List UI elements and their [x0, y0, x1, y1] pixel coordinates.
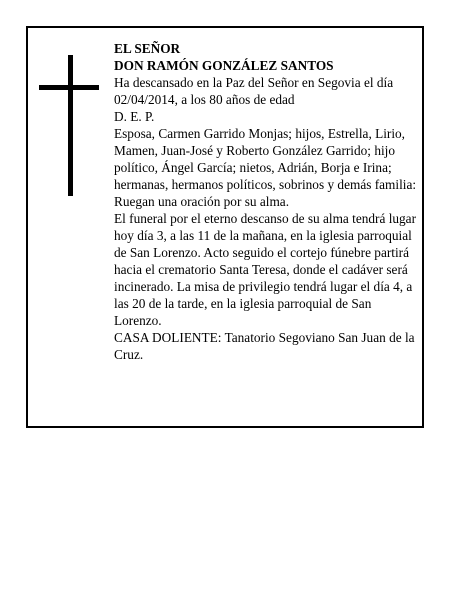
family-list: Esposa, Carmen Garrido Monjas; hijos, Estrella, Lirio, Mamen, Juan-José y Roberto González Garrido; hijo político, Ángel García; nietos, Adrián, Borja e Irina; hermanas, hermanos políticos, sobrinos y demás familia: [114, 126, 417, 192]
cross-vertical-bar [68, 55, 73, 196]
obituary-notice [26, 26, 424, 428]
funeral-details: El funeral por el eterno descanso de su alma tendrá lugar hoy día 3, a las 11 de la mañana, en la iglesia parroquial de San Lorenzo. Acto seguido el cortejo fúnebre partirá hacia el crematorio Santa Teresa, donde el cadáver será incinerado. La misa de privilegio tendrá lugar el día 4, a las 20 de la tarde, en la iglesia parroquial de San Lorenzo. [114, 211, 417, 328]
title-line-1: EL SEÑOR [114, 41, 181, 56]
mourning-house: CASA DOLIENTE: Tanatorio Segoviano San Juan de la Cruz. [114, 330, 415, 362]
rip-text: D. E. P. [114, 109, 155, 124]
obituary-text [114, 40, 418, 363]
deceased-name: DON RAMÓN GONZÁLEZ SANTOS [114, 58, 334, 73]
cross-horizontal-bar [39, 85, 99, 90]
death-announcement: Ha descansado en la Paz del Señor en Segovia el día 02/04/2014, a los 80 años de edad [114, 75, 394, 107]
prayer-request: Ruegan una oración por su alma. [114, 194, 290, 209]
